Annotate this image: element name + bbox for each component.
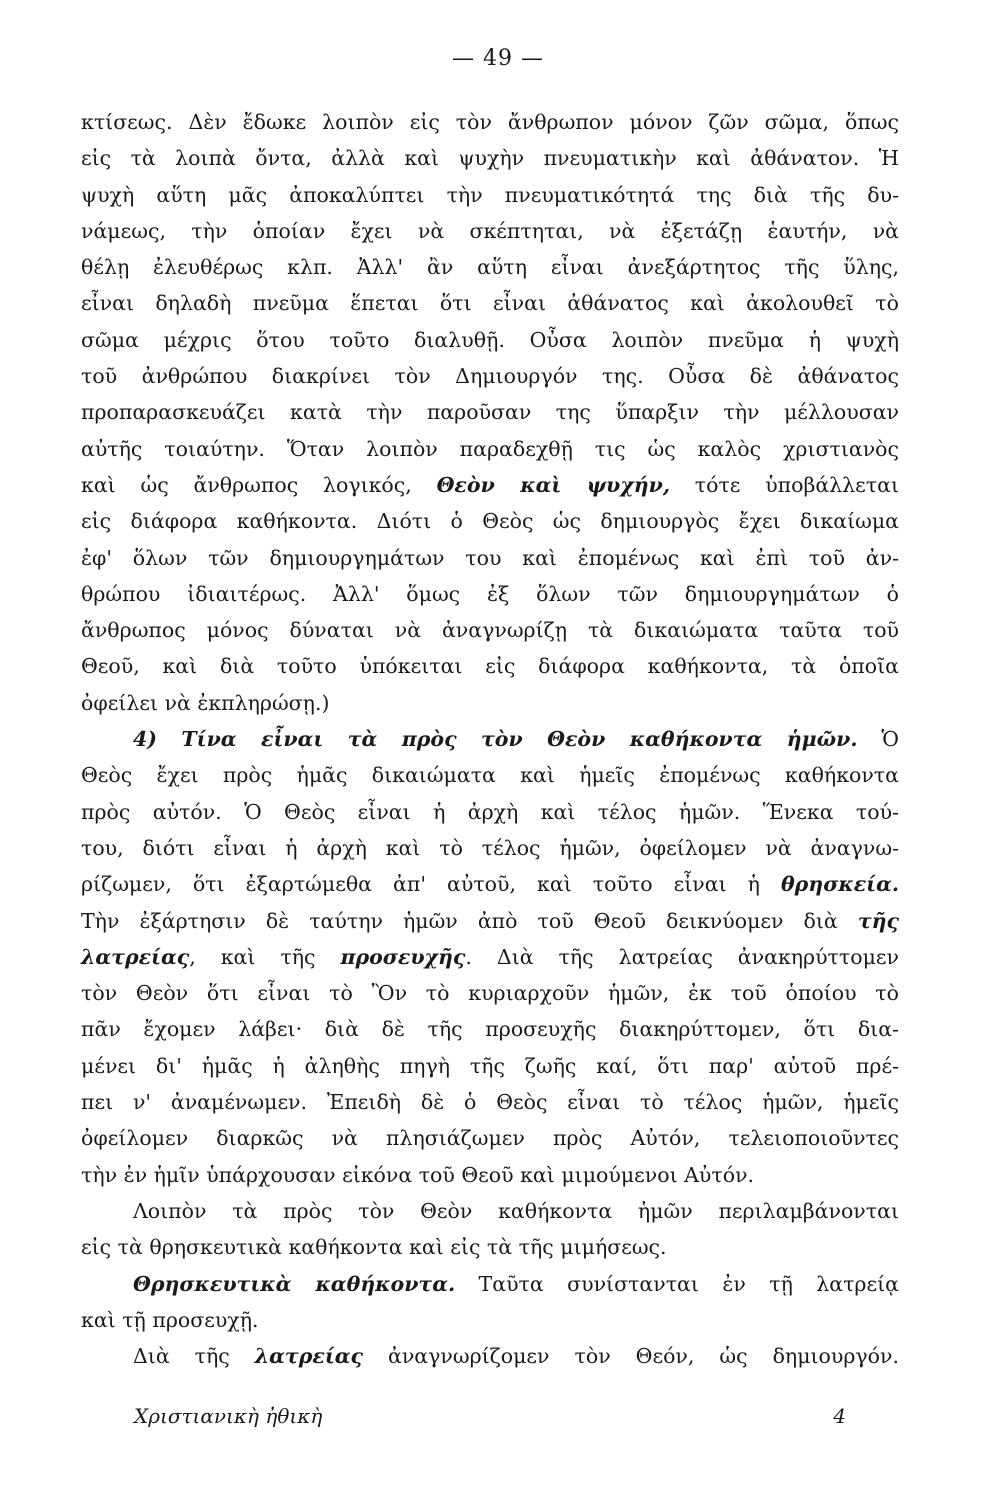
subsection-heading-line xyxy=(81,1266,899,1302)
text-line: ἐφ' ὅλων τῶν δημιουργημάτων του καὶ ἐπομένως καὶ ἐπὶ τοῦ ἀν- xyxy=(81,545,899,570)
text-line: θρώπου ἰδιαιτέρως. Ἀλλ' ὅμως ἐξ ὅλων τῶν δημιουργημάτων ὁ xyxy=(81,581,899,606)
text-line: ὀφείλει νὰ ἐκπληρώσῃ.) xyxy=(81,690,330,715)
text-line: εἰς τὰ λοιπὰ ὄντα, ἀλλὰ καὶ ψυχὴν πνευματικὴν καὶ ἀθάνατον. Ἡ xyxy=(81,146,899,171)
text-line: πᾶν ἔχομεν λάβει· διὰ δὲ τῆς προσευχῆς διακηρύττομεν, ὅτι δια- xyxy=(81,1017,899,1042)
text-run: , καὶ τῆς xyxy=(189,944,341,969)
page-number: — 49 — xyxy=(452,46,544,71)
text-run: τότε ὑποβάλλεται xyxy=(669,472,900,497)
text-run: ἀναγνωρίζομεν τὸν Θεόν, ὡς δημιουργόν. xyxy=(363,1344,899,1369)
text-line: σῶμα μέχρις ὅτου τοῦτο διαλυθῇ. Οὖσα λοιπὸν πνεῦμα ἡ ψυχὴ xyxy=(81,327,899,352)
text-line: προπαρασκευάζει κατὰ τὴν παροῦσαν της ὕπαρξιν τὴν μέλλουσαν xyxy=(81,400,899,425)
text-line: τὸν Θεὸν ὅτι εἶναι τὸ Ὂν τὸ κυριαρχοῦν ἡμῶν, ἐκ τοῦ ὁποίου τὸ xyxy=(81,981,899,1006)
page-footer xyxy=(134,1404,846,1428)
text-line xyxy=(81,1338,899,1374)
text-line: του, διότι εἶναι ἡ ἀρχὴ καὶ τὸ τέλος ἡμῶν, ὀφείλομεν νὰ ἀναγνω- xyxy=(81,835,899,860)
text-run: καὶ ὡς ἄνθρωπος λογικός, xyxy=(81,472,437,497)
text-line xyxy=(81,939,899,975)
text-line: πρὸς αὐτόν. Ὁ Θεὸς εἶναι ἡ ἀρχὴ καὶ τέλος ἡμῶν. Ἕνεκα τού- xyxy=(81,799,899,824)
text-line xyxy=(81,866,899,902)
text-line: αὐτῆς τοιαύτην. Ὅταν λοιπὸν παραδεχθῇ τις ὡς καλὸς χριστιανὸς xyxy=(81,436,899,461)
text-run: ρίζωμεν, ὅτι ἐξαρτώμεθα ἀπ' αὐτοῦ, καὶ τοῦτο εἶναι ἡ xyxy=(81,872,781,897)
text-line: εἶναι δηλαδὴ πνεῦμα ἕπεται ὅτι εἶναι ἀθάνατος καὶ ἀκολουθεῖ τὸ xyxy=(81,291,899,316)
emphasis-run: θρησκεία. xyxy=(781,872,899,897)
text-line: τοῦ ἀνθρώπου διακρίνει τὸν Δημιουργόν της. Οὖσα δὲ ἀθάνατος xyxy=(81,364,899,389)
text-line xyxy=(81,467,899,503)
emphasis-run: λατρείας xyxy=(254,1344,363,1369)
text-run: Ταῦτα συνίστανται ἐν τῇ λατρείᾳ xyxy=(455,1271,899,1296)
emphasis-run: προσευχῆς xyxy=(340,944,466,969)
signature-number: 4 xyxy=(833,1404,846,1428)
text-line: νάμεως, τὴν ὁποίαν ἔχει νὰ σκέπτηται, νὰ ἐξετάζῃ ἑαυτήν, νὰ xyxy=(81,218,899,243)
text-run: . Διὰ τῆς λατρείας ἀνακηρύττομεν xyxy=(465,944,899,969)
section-heading-line xyxy=(81,721,899,757)
text-run: Ὁ xyxy=(857,727,899,752)
text-line: εἰς διάφορα καθήκοντα. Διότι ὁ Θεὸς ὡς δημιουργὸς ἔχει δικαίωμα xyxy=(81,509,899,534)
text-line: μένει δι' ἡμᾶς ἡ ἀληθὴς πηγὴ τῆς ζωῆς καί, ὅτι παρ' αὐτοῦ πρέ- xyxy=(81,1053,899,1078)
text-line: Λοιπὸν τὰ πρὸς τὸν Θεὸν καθήκοντα ἡμῶν περιλαμβάνονται xyxy=(133,1198,899,1223)
text-run: Διὰ τῆς xyxy=(133,1344,255,1369)
emphasis-run: Θεὸν καὶ ψυχήν, xyxy=(436,472,670,497)
text-line: πει ν' ἀναμένωμεν. Ἐπειδὴ δὲ ὁ Θεὸς εἶναι τὸ τέλος ἡμῶν, ἡμεῖς xyxy=(81,1090,899,1115)
text-line: κτίσεως. Δὲν ἔδωκε λοιπὸν εἰς τὸν ἄνθρωπον μόνον ζῶν σῶμα, ὅπως xyxy=(81,110,899,134)
text-run: Τὴν ἐξάρτησιν δὲ ταύτην ἡμῶν ἀπὸ τοῦ Θεοῦ δεικνύομεν διὰ xyxy=(81,908,858,933)
text-line: Θεοῦ, καὶ διὰ τοῦτο ὑπόκειται εἰς διάφορα καθήκοντα, τὰ ὁποῖα xyxy=(81,654,899,679)
emphasis-run: τῆς xyxy=(857,908,899,933)
emphasis-run: λατρείας xyxy=(81,944,190,969)
subsection-heading: Θρησκευτικὰ καθήκοντα. xyxy=(133,1271,456,1296)
text-line: ὀφείλομεν διαρκῶς νὰ πλησιάζωμεν πρὸς Αὐτόν, τελειοποιοῦντες xyxy=(81,1126,899,1151)
running-footer-title: Χριστιανικὴ ἠθικὴ xyxy=(134,1404,323,1428)
body-text xyxy=(81,104,899,1374)
text-line xyxy=(81,903,899,939)
text-line: τὴν ἐν ἡμῖν ὑπάρχουσαν εἰκόνα τοῦ Θεοῦ καὶ μιμούμενοι Αὐτόν. xyxy=(81,1162,755,1187)
text-line: καὶ τῇ προσευχῇ. xyxy=(81,1307,259,1332)
text-line: θέλῃ ἐλευθέρως κλπ. Ἀλλ' ἂν αὕτη εἶναι ἀνεξάρτητος τῆς ὕλης, xyxy=(81,255,899,280)
text-line: εἰς τὰ θρησκευτικὰ καθήκοντα καὶ εἰς τὰ τῆς μιμήσεως. xyxy=(81,1235,667,1260)
text-line: Θεὸς ἔχει πρὸς ἡμᾶς δικαιώματα καὶ ἡμεῖς ἐπομένως καθήκοντα xyxy=(81,763,899,788)
section-heading: 4) Τίνα εἶναι τὰ πρὸς τὸν Θεὸν καθήκοντα ἡμῶν. xyxy=(133,727,858,752)
text-line: ψυχὴ αὕτη μᾶς ἀποκαλύπτει τὴν πνευματικότητά της διὰ τῆς δυ- xyxy=(81,182,899,207)
text-line: ἄνθρωπος μόνος δύναται νὰ ἀναγνωρίζῃ τὰ δικαιώματα ταῦτα τοῦ xyxy=(81,618,899,643)
